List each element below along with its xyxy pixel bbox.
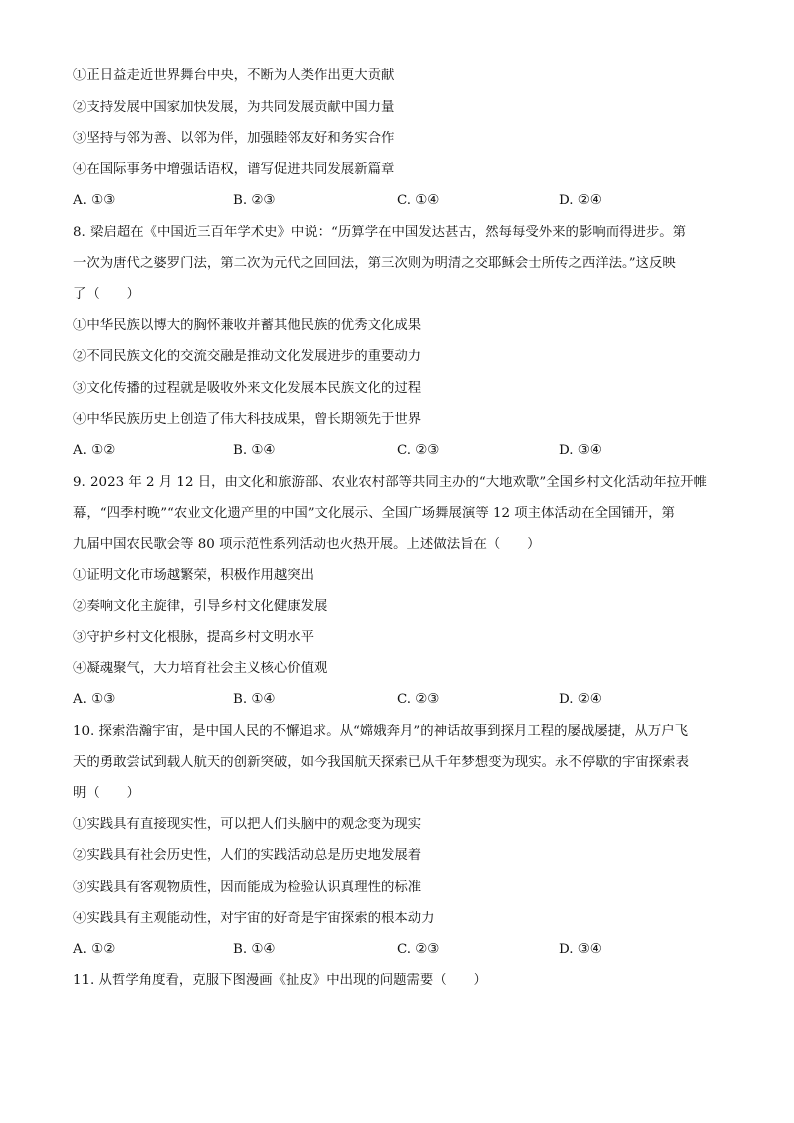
q10-stem-line-1: 10. 探索浩瀚宇宙，是中国人民的不懈追求。从“嫦娥奔月”的神话故事到探月工程的屡战屡捷，从万户飞 [73,724,689,739]
q8-option-b: B. ①④ [233,443,276,458]
q11-stem-line-1: 11. 从哲学角度看，克服下图漫画《扯皮》中出现的问题需要（ ） [73,973,487,988]
q8-option-c: C. ②③ [397,443,440,458]
q8-choice-1: ①中华民族以博大的胸怀兼收并蓄其他民族的优秀文化成果 [73,318,422,333]
q10-option-b: B. ①④ [233,942,276,957]
q10-choice-4: ④实践具有主观能动性，对宇宙的好奇是宇宙探索的根本动力 [73,911,435,926]
q10-choice-1: ①实践具有直接现实性，可以把人们头脑中的观念变为现实 [73,817,422,832]
q8-stem-line-1: 8. 梁启超在《中国近三百年学术史》中说：“历算学在中国发达甚古，然每每受外来的影响而得进步。第 [73,225,687,240]
q10-option-c: C. ②③ [397,942,440,957]
q9-choice-4: ④凝魂聚气，大力培育社会主义核心价值观 [73,661,328,676]
prev-choice-4: ④在国际事务中增强话语权，谱写促进共同发展新篇章 [73,162,395,177]
q10-stem-line-2: 天的勇敢尝试到载人航天的创新突破，如今我国航天探索已从千年梦想变为现实。永不停歇的宇宙探索表 [73,755,689,770]
q8-stem-line-2: 一次为唐代之婆罗门法，第二次为元代之回回法，第三次则为明清之交耶稣会士所传之西洋法。”这反映 [73,256,676,271]
q9-choice-2: ②奏响文化主旋律，引导乡村文化健康发展 [73,599,328,614]
q9-choice-3: ③守护乡村文化根脉，提高乡村文明水平 [73,630,315,645]
prev-option-b: B. ②③ [233,193,276,208]
q8-option-d: D. ③④ [559,443,602,458]
prev-option-a: A. ①③ [73,193,116,208]
q9-option-a: A. ①③ [73,692,116,707]
q10-option-d: D. ③④ [559,942,602,957]
q8-option-a: A. ①② [73,443,116,458]
q9-stem-line-1: 9. 2023 年 2 月 12 日，由文化和旅游部、农业农村部等共同主办的“大地欢歌”全国乡村文化活动年拉开帷 [73,475,707,490]
q9-stem-line-3: 九届中国农民歌会等 80 项示范性系列活动也火热开展。上述做法旨在（ ） [73,537,541,552]
prev-choice-2: ②支持发展中国家加快发展，为共同发展贡献中国力量 [73,100,395,115]
prev-option-d: D. ②④ [559,193,602,208]
q9-choice-1: ①证明文化市场越繁荣，积极作用越突出 [73,568,315,583]
q10-stem-line-3: 明（ ） [73,786,140,801]
q8-choice-2: ②不同民族文化的交流交融是推动文化发展进步的重要动力 [73,349,422,364]
q9-stem-line-2: 幕，“四季村晚”“农业文化遗产里的中国”文化展示、全国广场舞展演等 12 项主体活动在全国铺开，第 [73,506,675,521]
q9-option-c: C. ②③ [397,692,440,707]
q8-choice-4: ④中华民族历史上创造了伟大科技成果，曾长期领先于世界 [73,412,422,427]
q10-choice-3: ③实践具有客观物质性，因而能成为检验认识真理性的标准 [73,880,422,895]
q8-choice-3: ③文化传播的过程就是吸收外来文化发展本民族文化的过程 [73,381,422,396]
q8-stem-line-3: 了（ ） [73,287,140,302]
q9-option-d: D. ②④ [559,692,602,707]
prev-choice-3: ③坚持与邻为善、以邻为伴，加强睦邻友好和务实合作 [73,131,395,146]
q9-option-b: B. ①④ [233,692,276,707]
q10-choice-2: ②实践具有社会历史性，人们的实践活动总是历史地发展着 [73,848,422,863]
prev-choice-1: ①正日益走近世界舞台中央，不断为人类作出更大贡献 [73,68,395,83]
prev-option-c: C. ①④ [397,193,440,208]
q10-option-a: A. ①② [73,942,116,957]
